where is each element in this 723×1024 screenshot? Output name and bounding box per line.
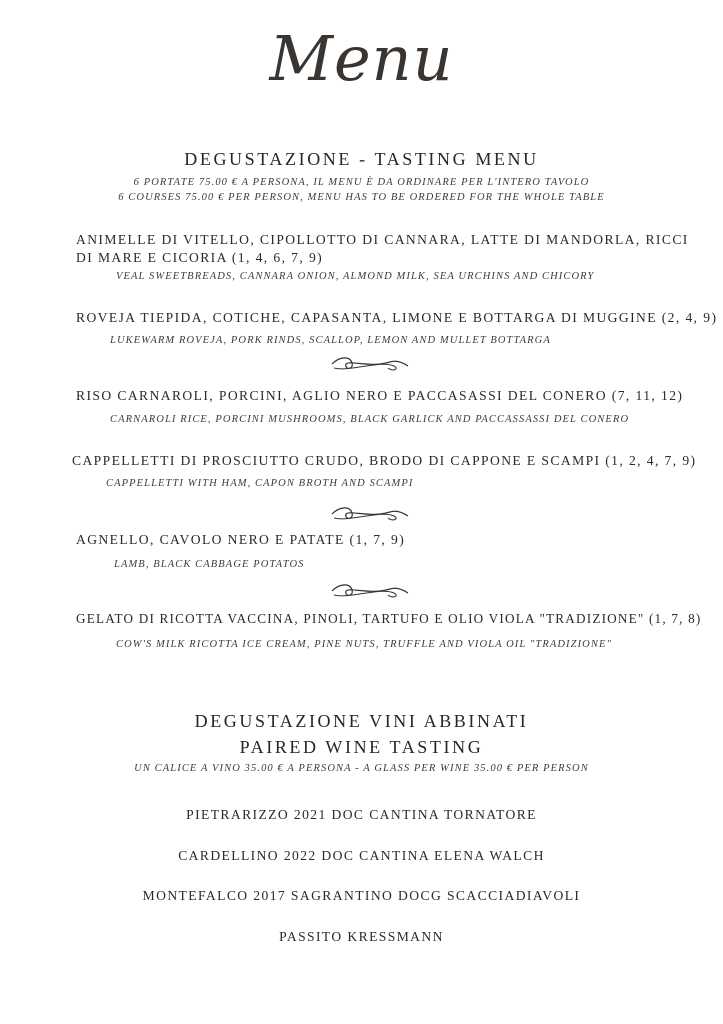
wine-item-3: MONTEFALCO 2017 SAGRANTINO DOCG SCACCIADIAVOLI <box>142 888 581 903</box>
dish-2-translation: LUKEWARM ROVEJA, PORK RINDS, SCALLOP, LEMON AND MULLET BOTTARGA <box>110 335 551 346</box>
flourish-divider-2 <box>330 506 410 522</box>
tasting-note-english: 6 COURSES 75.00 € PER PERSON, MENU HAS TO BE ORDERED FOR THE WHOLE TABLE <box>118 192 605 203</box>
wine-price-note: UN CALICE A VINO 35.00 € A PERSONA - A GLASS PER WINE 35.00 € PER PERSON <box>134 763 589 774</box>
dish-5-line-1: AGNELLO, CAVOLO NERO E PATATE (1, 7, 9) <box>76 532 406 547</box>
flourish-divider-1 <box>330 356 410 372</box>
dish-4-translation: CAPPELLETTI WITH HAM, CAPON BROTH AND SCAMPI <box>106 478 414 489</box>
dish-5-translation: LAMB, BLACK CABBAGE POTATOS <box>114 559 305 570</box>
wine-item-4: PASSITO KRESSMANN <box>279 929 444 944</box>
wine-item-2: CARDELLINO 2022 DOC CANTINA ELENA WALCH <box>178 848 545 863</box>
menu-title: Menu <box>269 22 454 95</box>
dish-2-line-1: ROVEJA TIEPIDA, COTICHE, CAPASANTA, LIMONE E BOTTARGA DI MUGGINE (2, 4, 9) <box>76 310 718 325</box>
dish-1-line-2: DI MARE E CICORIA (1, 4, 6, 7, 9) <box>76 250 324 265</box>
dish-6-translation: COW'S MILK RICOTTA ICE CREAM, PINE NUTS, TRUFFLE AND VIOLA OIL "TRADIZIONE" <box>116 639 612 650</box>
flourish-divider-3 <box>330 583 410 599</box>
dish-1-line-1: ANIMELLE DI VITELLO, CIPOLLOTTO DI CANNARA, LATTE DI MANDORLA, RICCI <box>76 232 689 247</box>
wine-heading-english: PAIRED WINE TASTING <box>239 737 484 757</box>
dish-4-line-1: CAPPELLETTI DI PROSCIUTTO CRUDO, BRODO DI CAPPONE E SCAMPI (1, 2, 4, 7, 9) <box>72 453 697 468</box>
wine-item-1: PIETRARIZZO 2021 DOC CANTINA TORNATORE <box>186 807 537 822</box>
dish-3-line-1: RISO CARNAROLI, PORCINI, AGLIO NERO E PACCASASSI DEL CONERO (7, 11, 12) <box>76 388 684 403</box>
dish-3-translation: CARNAROLI RICE, PORCINI MUSHROOMS, BLACK GARLICK AND PACCASSASSI DEL CONERO <box>110 414 630 425</box>
tasting-note-italian: 6 PORTATE 75.00 € A PERSONA, IL MENU È DA ORDINARE PER L'INTERO TAVOLO <box>133 177 590 188</box>
dish-6-line-1: GELATO DI RICOTTA VACCINA, PINOLI, TARTUFO E OLIO VIOLA "TRADIZIONE" (1, 7, 8) <box>76 611 702 626</box>
wine-heading-italian: DEGUSTAZIONE VINI ABBINATI <box>194 711 529 731</box>
dish-1-translation: VEAL SWEETBREADS, CANNARA ONION, ALMOND MILK, SEA URCHINS AND CHICORY <box>116 271 595 282</box>
tasting-heading: DEGUSTAZIONE - TASTING MENU <box>184 149 539 169</box>
